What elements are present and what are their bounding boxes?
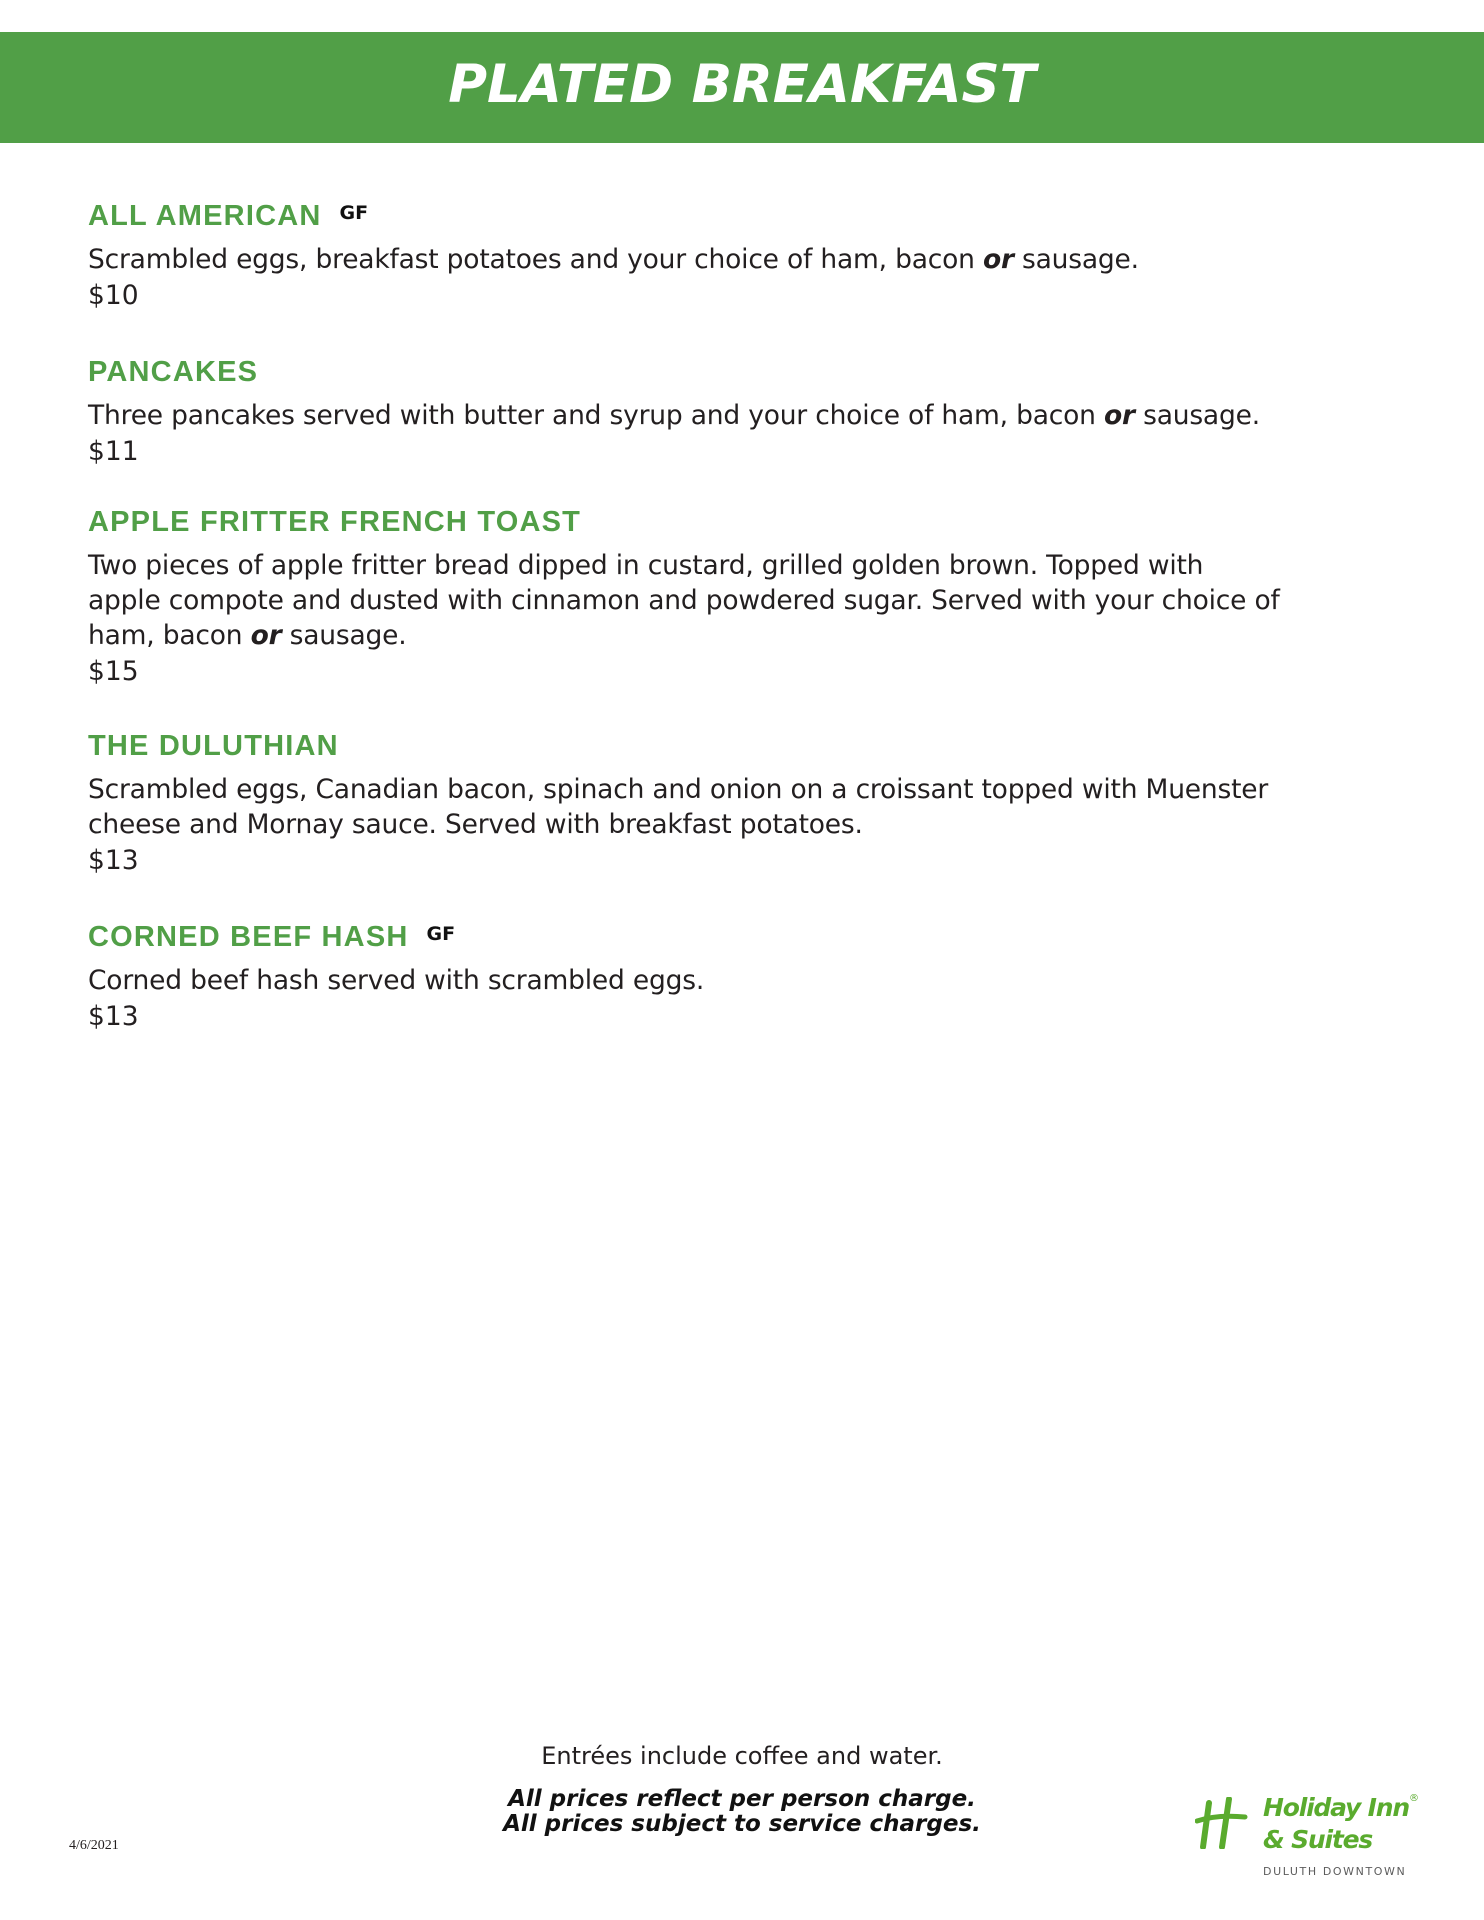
- menu-item-header: [88, 730, 1428, 772]
- header-banner: [0, 32, 1484, 143]
- holiday-inn-h-icon: [1195, 1797, 1249, 1849]
- menu-item-header: [88, 506, 1428, 548]
- gluten-free-badge: GF: [426, 923, 456, 945]
- menu-item-price: $13: [88, 845, 139, 876]
- logo-brand-line1: Holiday Inn®: [1263, 1793, 1418, 1822]
- menu-item-price: $13: [88, 1001, 139, 1032]
- logo-location: DULUTH DOWNTOWN: [1263, 1865, 1407, 1878]
- menu-item-price: $11: [88, 436, 139, 467]
- footer-price-note-2: All prices subject to service charges.: [503, 1811, 981, 1837]
- revision-date: 4/6/2021: [69, 1838, 119, 1853]
- menu-item-price: $15: [88, 656, 139, 687]
- menu-item-name: APPLE FRITTER FRENCH TOAST: [88, 506, 582, 538]
- menu-item-name: CORNED BEEF HASH: [88, 921, 409, 953]
- logo-brand-line2: & Suites: [1263, 1825, 1373, 1854]
- menu-item-name: ALL AMERICAN: [88, 200, 322, 232]
- menu-item-price: $10: [88, 280, 139, 311]
- holiday-inn-logo: [1195, 1793, 1418, 1883]
- menu-item-corned-beef-hash: [88, 921, 1428, 1035]
- menu-item-header: [88, 356, 1428, 398]
- menu-item-description: Three pancakes served with butter and syrup and your choice of ham, bacon or sausage.: [88, 400, 1260, 431]
- menu-item-name: PANCAKES: [88, 356, 259, 388]
- menu-item-all-american: [88, 200, 1428, 314]
- footer-note: Entrées include coffee and water.: [541, 1742, 943, 1770]
- menu-item-description: Scrambled eggs, breakfast potatoes and your choice of ham, bacon or sausage.: [88, 244, 1139, 275]
- menu-item-header: [88, 921, 1428, 963]
- gluten-free-badge: GF: [339, 202, 369, 224]
- menu-item-description: Two pieces of apple fritter bread dipped in custard, grilled golden brown. Topped with apple compote and dusted with cinnamon and powdered sugar. Served with your choice of ham, bacon or sausage.: [88, 550, 1280, 651]
- footer-price-note-1: All prices reflect per person charge.: [508, 1786, 976, 1812]
- trademark-symbol: ®: [1408, 1793, 1418, 1804]
- menu-list: [88, 200, 1428, 1075]
- menu-item-the-duluthian: [88, 730, 1428, 879]
- menu-item-apple-fritter-french-toast: [88, 506, 1428, 690]
- menu-item-description: Corned beef hash served with scrambled eggs.: [88, 965, 705, 996]
- menu-item-header: [88, 200, 1428, 242]
- page-title: PLATED BREAKFAST: [448, 54, 1036, 115]
- menu-item-name: THE DULUTHIAN: [88, 730, 339, 762]
- menu-item-description: Scrambled eggs, Canadian bacon, spinach and onion on a croissant topped with Muenster cheese and Mornay sauce. Served with breakfast potatoes.: [88, 774, 1269, 840]
- menu-item-pancakes: [88, 356, 1428, 470]
